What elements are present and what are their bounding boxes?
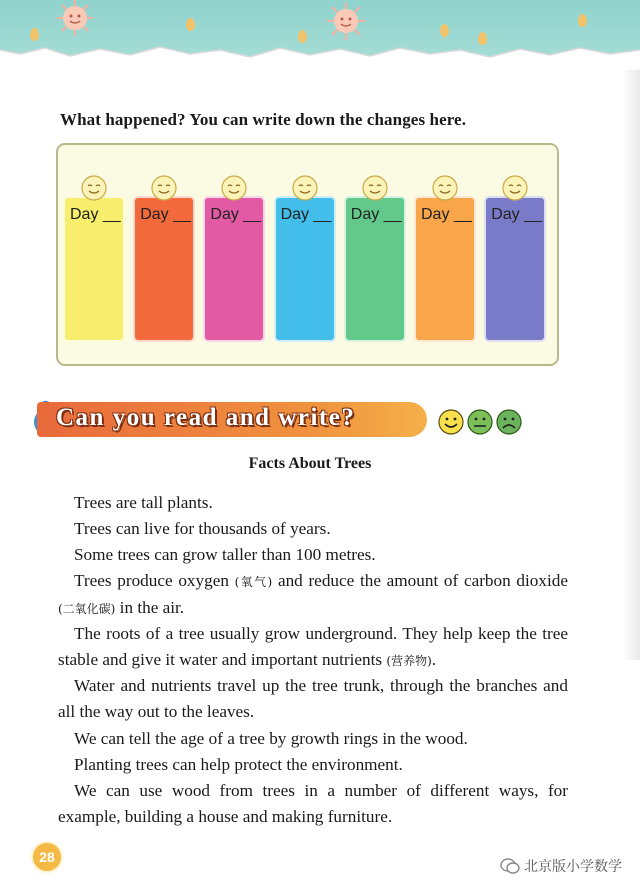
sun-icon <box>320 2 372 42</box>
raindrop-icon <box>478 32 487 45</box>
paragraph-text: . <box>431 650 437 669</box>
paragraph-2 <box>58 516 568 542</box>
smiley-face-icon <box>431 174 459 202</box>
day-card-label: Day __ <box>350 206 402 223</box>
smiley-face-icon <box>291 174 319 202</box>
smiley-face-icon <box>150 174 178 202</box>
mood-faces-icon <box>438 408 528 436</box>
day-card-label: Day __ <box>280 206 332 223</box>
day-card-label: Day __ <box>210 206 262 223</box>
paragraph-text: Planting trees can help protect the environment. <box>74 755 403 774</box>
paragraph-7 <box>58 726 568 752</box>
raindrop-icon <box>298 30 307 43</box>
chat-bubble-icon <box>500 858 520 874</box>
paragraph-text: We can tell the age of a tree by growth rings in the wood. <box>74 729 468 748</box>
smiley-face-icon <box>501 174 529 202</box>
paragraph-5 <box>58 621 568 674</box>
day-card-7 <box>484 196 546 342</box>
chinese-gloss: (二氧化碳) <box>58 602 116 616</box>
raindrop-icon <box>440 24 449 37</box>
paragraph-text: Water and nutrients travel up the tree trunk, through the branches and all the way out to the leaves. <box>58 676 568 721</box>
paragraph-4 <box>58 568 568 622</box>
sun-icon <box>50 0 100 38</box>
watermark <box>500 856 622 876</box>
paragraph-text: Some trees can grow taller than 100 metres. <box>74 545 376 564</box>
day-card-4 <box>274 196 336 342</box>
paragraph-9 <box>58 778 568 830</box>
raindrop-icon <box>30 28 39 41</box>
day-card-label: Day __ <box>140 206 191 223</box>
page-number: 28 <box>31 841 63 873</box>
paragraph-text: Trees are tall plants. <box>74 493 213 512</box>
paragraph-8 <box>58 752 568 778</box>
torn-paper-edge <box>0 40 640 70</box>
paragraph-text: Trees can live for thousands of years. <box>74 519 331 538</box>
worksheet-heading: What happened? You can write down the changes here. <box>60 110 467 129</box>
page-edge-shadow <box>622 70 640 660</box>
raindrop-icon <box>186 18 195 31</box>
paragraph-text: Trees produce oxygen <box>74 571 235 590</box>
raindrop-icon <box>578 14 587 27</box>
watermark-text: 北京版小学数学 <box>524 859 622 875</box>
day-card-label: Day __ <box>70 206 121 223</box>
day-card-2 <box>133 196 195 342</box>
chinese-gloss: (氧气) <box>234 575 273 589</box>
smiley-face-icon <box>220 174 248 202</box>
paragraph-text: The roots of a tree usually grow underground. They help keep the tree stable and give it water and important nutrients <box>58 624 568 669</box>
paragraph-text: and reduce the amount of carbon dioxide <box>272 571 568 590</box>
paragraph-1 <box>58 490 568 516</box>
smiley-face-icon <box>80 174 108 202</box>
chinese-gloss: (营养物) <box>386 654 432 668</box>
smiley-face-icon <box>361 174 389 202</box>
paragraph-text: We can use wood from trees in a number of different ways, for example, building a house and making furniture. <box>58 781 568 826</box>
day-card-3 <box>203 196 265 342</box>
section-banner-title: Can you read and write? <box>56 404 356 431</box>
day-card-label: Day __ <box>491 206 542 223</box>
day-card-6 <box>414 196 476 342</box>
paragraph-3 <box>58 542 568 568</box>
day-card-label: Day __ <box>421 206 472 223</box>
day-card-5 <box>344 196 406 342</box>
paragraph-6 <box>58 673 568 725</box>
day-card-1 <box>63 196 125 342</box>
paragraph-text: in the air. <box>115 598 185 617</box>
reading-title: Facts About Trees <box>248 455 372 472</box>
